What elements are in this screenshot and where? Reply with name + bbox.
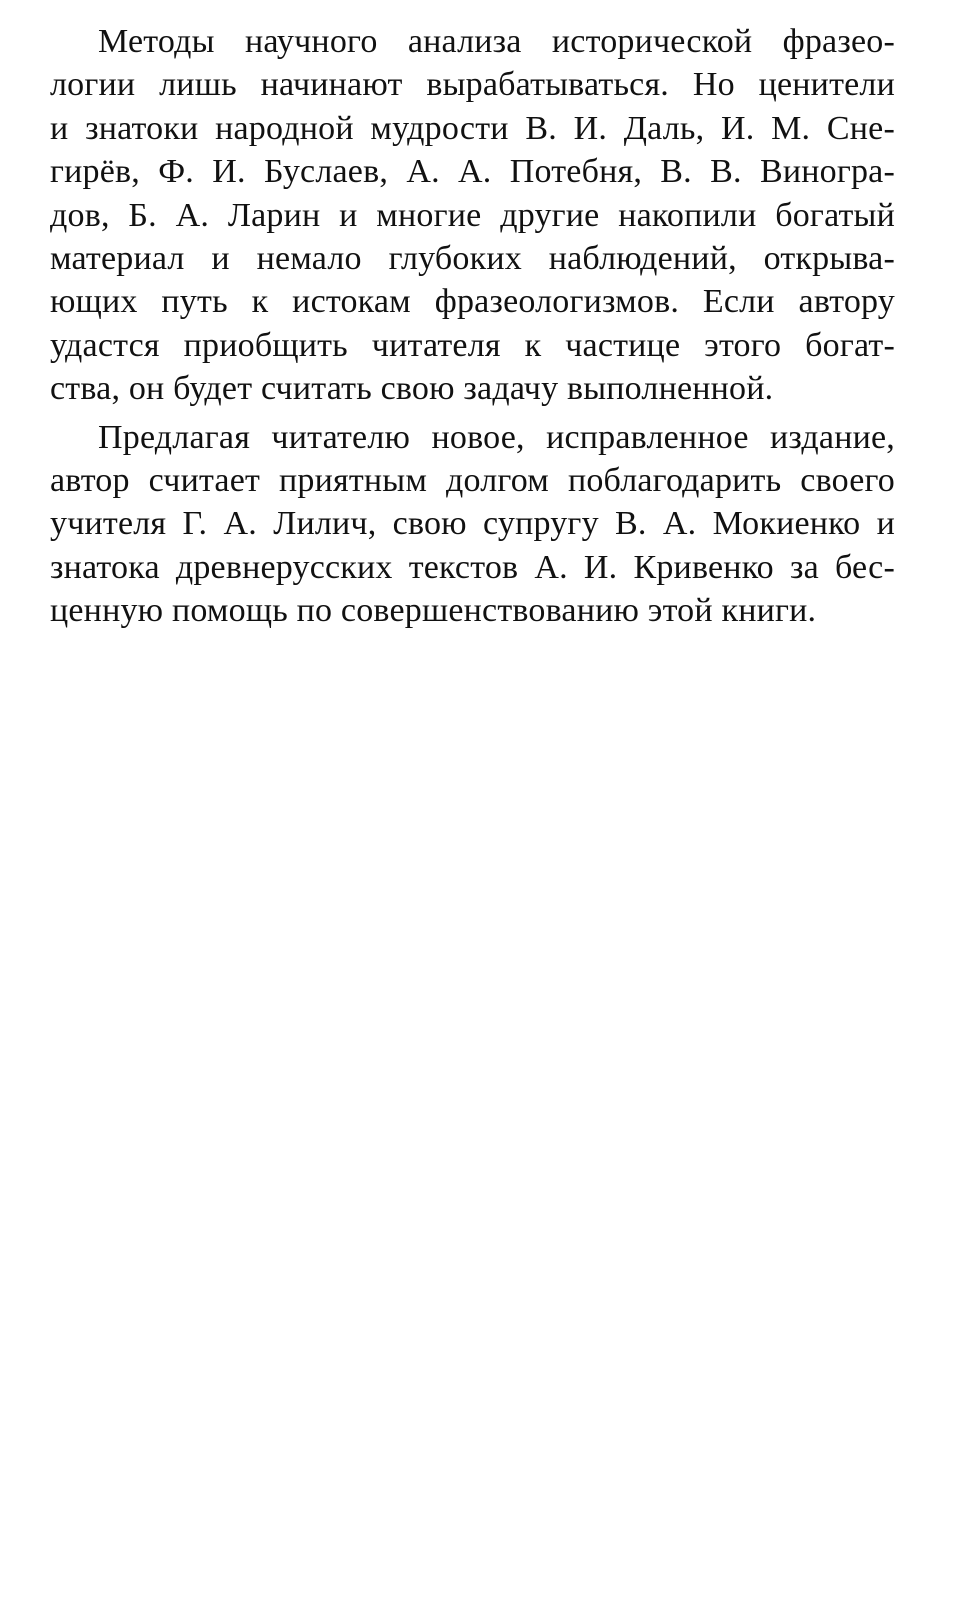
text-line: Методы научного анализа исторической фразео-	[98, 23, 895, 60]
text-line: и знатоки народной мудрости В. И. Даль, И. М. Сне-	[50, 109, 895, 147]
text-line: материал и немало глубоких наблюдений, открыва-	[50, 239, 895, 277]
text-line: дов, Б. А. Ларин и многие другие накопили богатый	[50, 196, 895, 234]
text-line: ющих путь к истокам фразеологизмов. Если автору	[50, 283, 895, 321]
text-line: ценную помощь по совершенствованию этой книги.	[50, 592, 817, 630]
text-line: логии лишь начинают вырабатываться. Но ценители	[50, 66, 895, 104]
text-line: учителя Г. А. Лилич, свою супругу В. А. Мокиенко и	[50, 505, 895, 543]
paragraph-1	[50, 20, 895, 411]
text-line: ства, он будет считать свою задачу выполненной.	[50, 370, 774, 408]
text-line: гирёв, Ф. И. Буслаев, А. А. Потебня, В. В. Виногра-	[50, 153, 895, 191]
body-text	[50, 20, 895, 632]
text-line: автор считает приятным долгом поблагодарить своего	[50, 461, 895, 499]
paragraph-2	[50, 416, 895, 633]
text-line: знатока древнерусских текстов А. И. Кривенко за бес-	[50, 548, 895, 586]
text-line: Предлагая читателю новое, исправленное издание,	[98, 418, 895, 456]
text-line: удастся приобщить читателя к частице этого богат-	[50, 326, 895, 364]
